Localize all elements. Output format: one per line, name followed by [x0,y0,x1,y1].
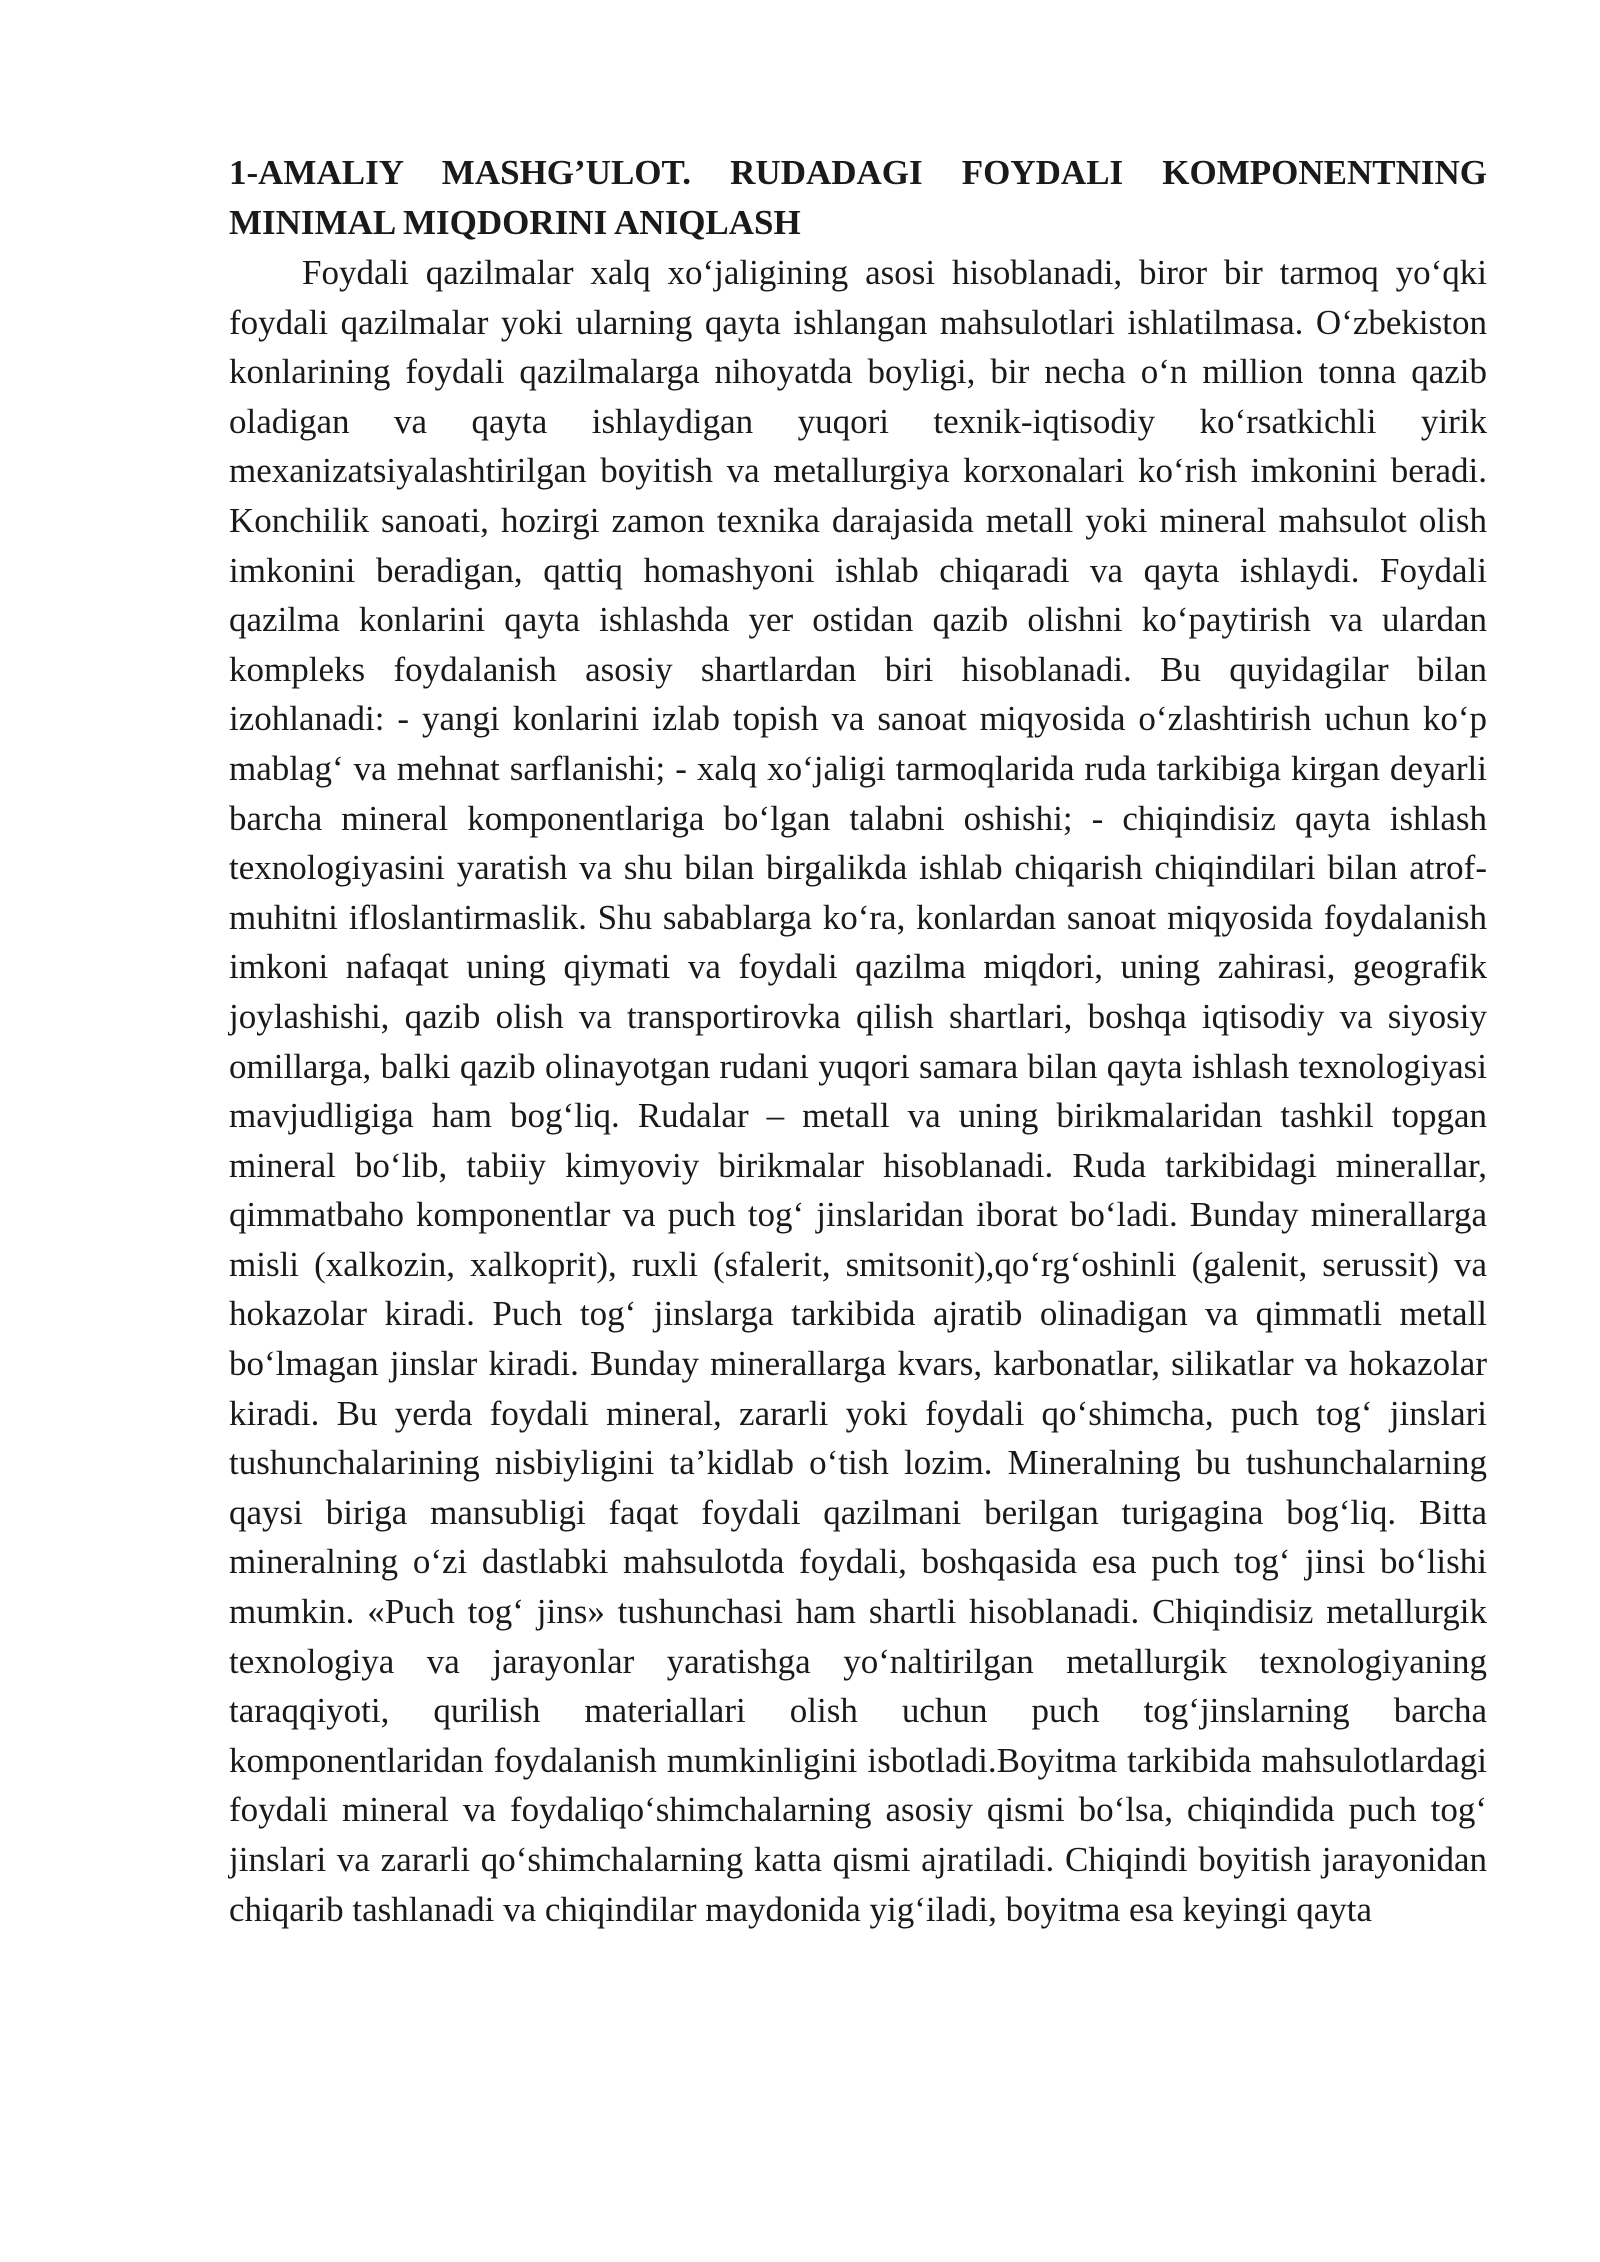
title-line-1: 1-AMALIY MASHG’ULOT. RUDADAGI FOYDALI KOMPONENTNING [229,153,1487,192]
document-page [229,148,1487,1934]
document-title [229,148,1487,248]
body-paragraph: Foydali qazilmalar xalq xo‘jaligining asosi hisoblanadi, biror bir tarmoq yo‘qki foydali qazilmalar yoki ularning qayta ishlangan mahsulotlari ishlatilmasa. O‘zbekiston konlarining foydali qazilmalarga nihoyatda boyligi, bir necha o‘n million tonna qazib oladigan va qayta ishlaydigan yuqori texnik-iqtisodiy ko‘rsatkichli yirik mexanizatsiyalashtirilgan boyitish va metallurgiya korxonalari ko‘rish imkonini beradi. Konchilik sanoati, hozirgi zamon texnika darajasida metall yoki mineral mahsulot olish imkonini beradigan, qattiq homashyoni ishlab chiqaradi va qayta ishlaydi. Foydali qazilma konlarini qayta ishlashda yer ostidan qazib olishni ko‘paytirish va ulardan kompleks foydalanish asosiy shartlardan biri hisoblanadi. Bu quyidagilar bilan izohlanadi: - yangi konlarini izlab topish va sanoat miqyosida o‘zlashtirish uchun ko‘p mablag‘ va mehnat sarflanishi; - xalq xo‘jaligi tarmoqlarida ruda tarkibiga kirgan deyarli barcha mineral komponentlariga bo‘lgan talabni oshishi; - chiqindisiz qayta ishlash texnologiyasini yaratish va shu bilan birgalikda ishlab chiqarish chiqindilari bilan atrof-muhitni ifloslantirmaslik. Shu sabablarga ko‘ra, konlardan sanoat miqyosida foydalanish imkoni nafaqat uning qiymati va foydali qazilma miqdori, uning zahirasi, geografik joylashishi, qazib olish va transportirovka qilish shartlari, boshqa iqtisodiy va siyosiy omillarga, balki qazib olinayotgan rudani yuqori samara bilan qayta ishlash texnologiyasi mavjudligiga ham bog‘liq. Rudalar – metall va uning birikmalaridan tashkil topgan mineral bo‘lib, tabiiy kimyoviy birikmalar hisoblanadi. Ruda tarkibidagi minerallar, qimmatbaho komponentlar va puch tog‘ jinslaridan iborat bo‘ladi. Bunday minerallarga misli (xalkozin, xalkoprit), ruxli (sfalerit, smitsonit),qo‘rg‘oshinli (galenit, serussit) va hokazolar kiradi. Puch tog‘ jinslarga tarkibida ajratib olinadigan va qimmatli metall bo‘lmagan jinslar kiradi. Bunday minerallarga kvars, karbonatlar, silikatlar va hokazolar kiradi. Bu yerda foydali mineral, zararli yoki foydali qo‘shimcha, puch tog‘ jinslari tushunchalarining nisbiyligini ta’kidlab o‘tish lozim. Mineralning bu tushunchalarning qaysi biriga mansubligi faqat foydali qazilmani berilgan turigagina bog‘liq. Bitta mineralning o‘zi dastlabki mahsulotda foydali, boshqasida esa puch tog‘ jinsi bo‘lishi mumkin. «Puch tog‘ jins» tushunchasi ham shartli hisoblanadi. Chiqindisiz metallurgik texnologiya va jarayonlar yaratishga yo‘naltirilgan metallurgik texnologiyaning taraqqiyoti, qurilish materiallari olish uchun puch tog‘jinslarning barcha komponentlaridan foydalanish mumkinligini isbotladi.Boyitma tarkibida mahsulotlardagi foydali mineral va foydaliqo‘shimchalarning asosiy qismi bo‘lsa, chiqindida puch tog‘ jinslari va zararli qo‘shimchalarning katta qismi ajratiladi. Chiqindi boyitish jarayonidan chiqarib tashlanadi va chiqindilar maydonida yig‘iladi, boyitma esa keyingi qayta [229,253,1487,1929]
title-line-2: MINIMAL MIQDORINI ANIQLASH [229,203,801,242]
